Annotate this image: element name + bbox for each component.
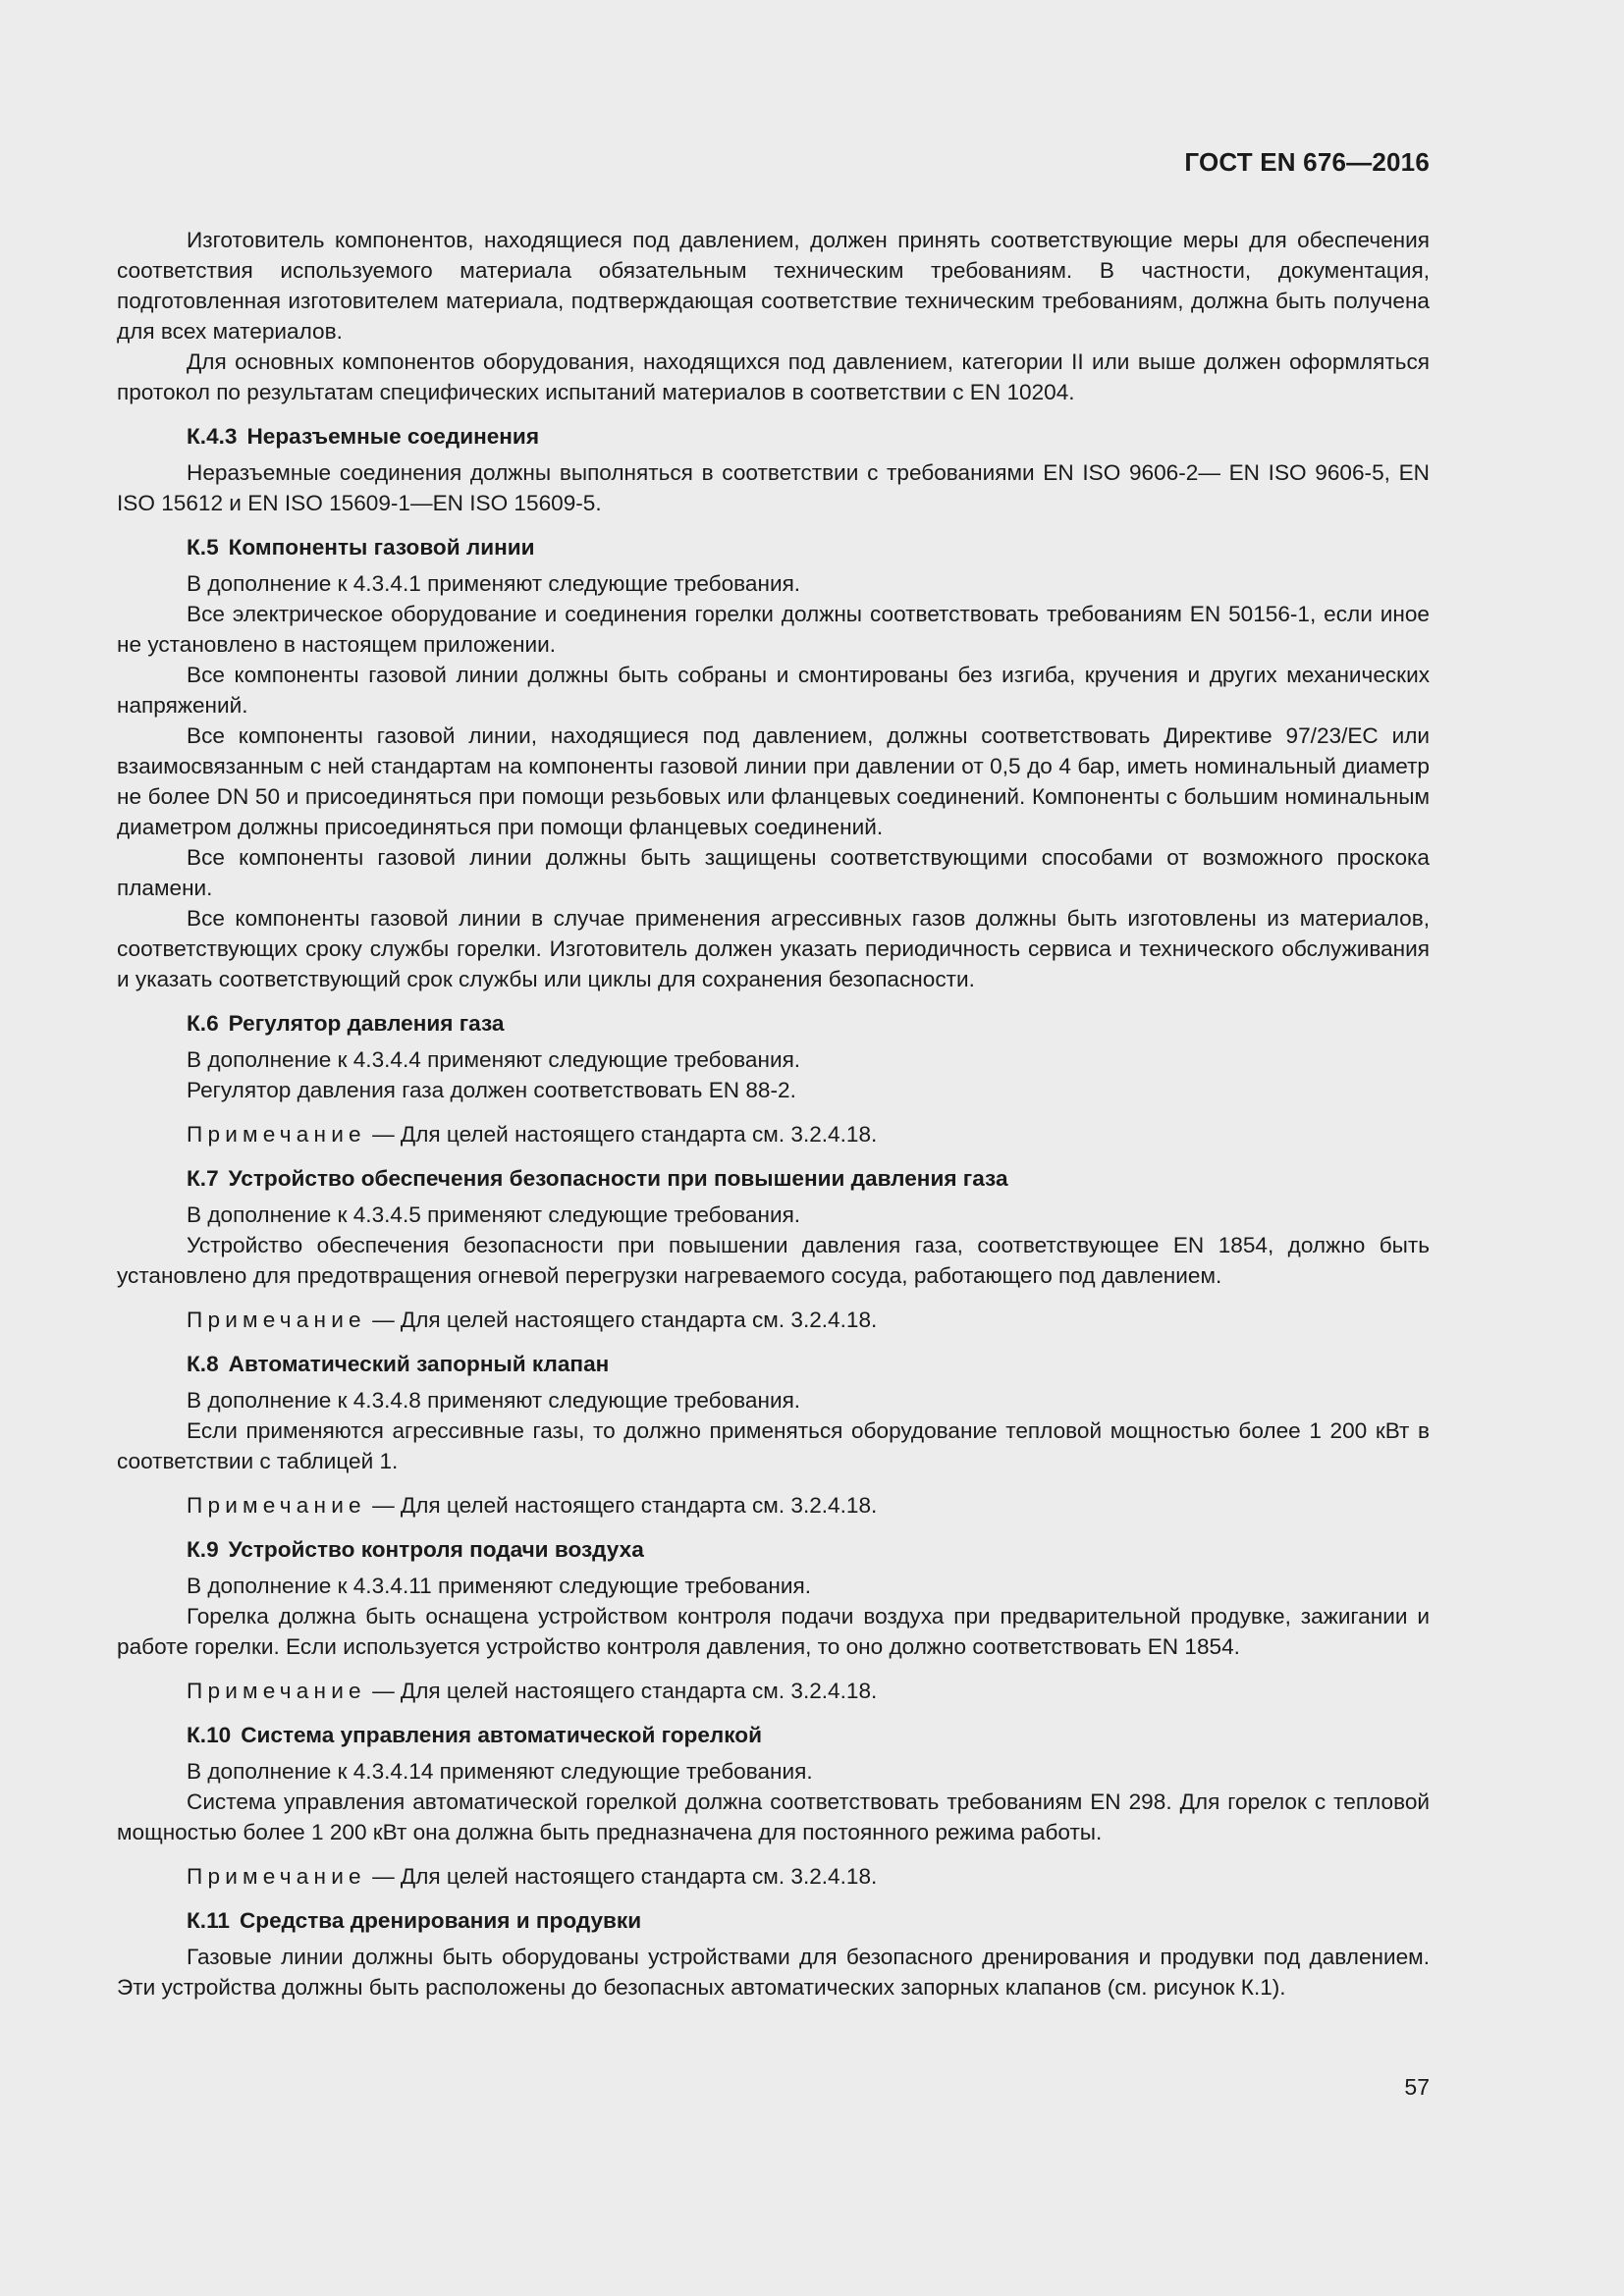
section-title: Автоматический запорный клапан — [228, 1352, 610, 1376]
paragraph: В дополнение к 4.3.4.8 применяют следующие требования. — [187, 1388, 801, 1413]
paragraph: Система управления автоматической горелкой должна соответствовать требованиям EN 298. Для горелок с тепловой мощностью более 1 200 кВт она должна быть предназначена для постоянного режима работы. — [117, 1789, 1430, 1844]
section-title: Устройство контроля подачи воздуха — [228, 1537, 644, 1562]
section-heading-k11 — [117, 1905, 1430, 1936]
section-heading-k4-3 — [117, 421, 1430, 452]
document-code-header: ГОСТ EN 676—2016 — [1184, 147, 1430, 177]
paragraph: В дополнение к 4.3.4.14 применяют следующие требования. — [187, 1759, 813, 1784]
paragraph: Для основных компонентов оборудования, находящихся под давлением, категории II или выше должен оформляться протокол по результатам специфических испытаний материалов в соответствии с EN 10204. — [117, 349, 1430, 404]
note — [117, 1676, 1430, 1706]
document-body — [117, 225, 1430, 2002]
paragraph: Все компоненты газовой линии должны быть защищены соответствующими способами от возможного проскока пламени. — [117, 845, 1430, 900]
note — [117, 1119, 1430, 1149]
section-heading-k5 — [117, 532, 1430, 562]
section-heading-k8 — [117, 1349, 1430, 1379]
section-title: Устройство обеспечения безопасности при повышении давления газа — [228, 1166, 1008, 1191]
note — [117, 1490, 1430, 1521]
paragraph: Все электрическое оборудование и соединения горелки должны соответствовать требованиям EN 50156-1, если иное не установлено в настоящем приложении. — [117, 602, 1430, 657]
section-title: Регулятор давления газа — [228, 1011, 505, 1036]
section-number: К.8 — [187, 1352, 219, 1376]
paragraph: Все компоненты газовой линии в случае применения агрессивных газов должны быть изготовлены из материалов, соответствующих сроку службы горелки. Изготовитель должен указать периодичность сервиса и технического обслуживания и указать соответствующий срок службы или циклы для сохранения безопасности. — [117, 906, 1430, 991]
section-number: К.11 — [187, 1908, 230, 1933]
section-title: Система управления автоматической горелкой — [241, 1723, 762, 1747]
page-number: 57 — [1404, 2074, 1430, 2100]
paragraph: Регулятор давления газа должен соответствовать EN 88-2. — [187, 1078, 796, 1102]
note-text: — Для целей настоящего стандарта см. 3.2.4.18. — [372, 1308, 878, 1332]
note-text: — Для целей настоящего стандарта см. 3.2.4.18. — [372, 1679, 878, 1703]
section-number: К.5 — [187, 535, 219, 560]
note-text: — Для целей настоящего стандарта см. 3.2.4.18. — [372, 1122, 878, 1147]
section-heading-k6 — [117, 1008, 1430, 1039]
note-label: Примечание — [187, 1864, 366, 1889]
paragraph: Неразъемные соединения должны выполняться в соответствии с требованиями EN ISO 9606-2— EN ISO 9606-5, EN ISO 15612 и EN ISO 15609-1—EN ISO 15609-5. — [117, 460, 1430, 515]
section-title: Неразъемные соединения — [246, 424, 540, 449]
section-heading-k7 — [117, 1163, 1430, 1194]
paragraph: Газовые линии должны быть оборудованы устройствами для безопасного дренирования и продувки под давлением. Эти устройства должны быть расположены до безопасных автоматических запорных клапанов (см. рисунок К.1). — [117, 1945, 1430, 2000]
paragraph: Устройство обеспечения безопасности при повышении давления газа, соответствующее EN 1854, должно быть установлено для предотвращения огневой перегрузки нагреваемого сосуда, работающего под давлением. — [117, 1233, 1430, 1288]
paragraph: В дополнение к 4.3.4.4 применяют следующие требования. — [187, 1047, 801, 1072]
paragraph: В дополнение к 4.3.4.11 применяют следующие требования. — [187, 1574, 811, 1598]
section-number: К.6 — [187, 1011, 219, 1036]
section-number: К.7 — [187, 1166, 219, 1191]
note-label: Примечание — [187, 1493, 366, 1518]
note-text: — Для целей настоящего стандарта см. 3.2.4.18. — [372, 1493, 878, 1518]
note-text: — Для целей настоящего стандарта см. 3.2.4.18. — [372, 1864, 878, 1889]
paragraph: Все компоненты газовой линии, находящиеся под давлением, должны соответствовать Директиве 97/23/ЕС или взаимосвязанным с ней стандартам на компоненты газовой линии при давлении от 0,5 до 4 бар, иметь номинальный диаметр не более DN 50 и присоединяться при помощи резьбовых или фланцевых соединений. Компоненты с большим номинальным диаметром должны присоединяться при помощи фланцевых соединений. — [117, 723, 1430, 839]
note-label: Примечание — [187, 1679, 366, 1703]
section-number: К.10 — [187, 1723, 232, 1747]
paragraph: Изготовитель компонентов, находящиеся под давлением, должен принять соответствующие меры для обеспечения соответствия используемого материала обязательным техническим требованиям. В частности, документация, подготовленная изготовителем материала, подтверждающая соответствие техническим требованиям, должна быть получена для всех материалов. — [117, 228, 1430, 344]
section-title: Средства дренирования и продувки — [239, 1908, 642, 1933]
section-title: Компоненты газовой линии — [228, 535, 535, 560]
section-heading-k9 — [117, 1534, 1430, 1565]
section-heading-k10 — [117, 1720, 1430, 1750]
paragraph: В дополнение к 4.3.4.5 применяют следующие требования. — [187, 1202, 801, 1227]
section-number: К.9 — [187, 1537, 219, 1562]
paragraph: Горелка должна быть оснащена устройством контроля подачи воздуха при предварительной продувке, зажигании и работе горелки. Если используется устройство контроля давления, то оно должно соответствовать EN 1854. — [117, 1604, 1430, 1659]
note-label: Примечание — [187, 1122, 366, 1147]
note — [117, 1305, 1430, 1335]
section-number: К.4.3 — [187, 424, 238, 449]
note — [117, 1861, 1430, 1892]
paragraph: Если применяются агрессивные газы, то должно применяться оборудование тепловой мощностью более 1 200 кВт в соответствии с таблицей 1. — [117, 1418, 1430, 1473]
paragraph: Все компоненты газовой линии должны быть собраны и смонтированы без изгиба, кручения и других механических напряжений. — [117, 663, 1430, 718]
note-label: Примечание — [187, 1308, 366, 1332]
paragraph: В дополнение к 4.3.4.1 применяют следующие требования. — [187, 571, 801, 596]
